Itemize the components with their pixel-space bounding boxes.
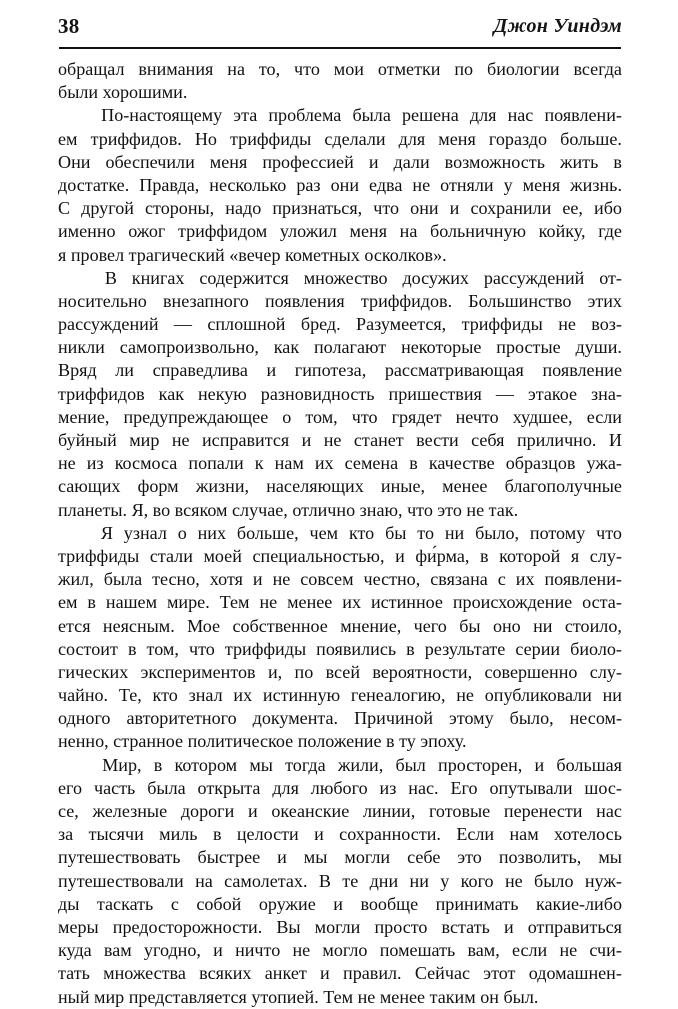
text-line: ется неясным. Мое собственное мнение, чего бы оно ни стоило, bbox=[58, 615, 622, 636]
text-line: планеты. Я, во всяком случае, отлично знаю, что это не так. bbox=[58, 499, 519, 520]
body-text-block bbox=[58, 58, 622, 1009]
text-line: достатке. Правда, несколько раз они едва не отняли у меня жизнь. bbox=[58, 174, 622, 195]
paragraph bbox=[58, 267, 622, 522]
text-line: се, железные дороги и океанские линии, готовые перенести нас bbox=[58, 801, 622, 821]
paragraph bbox=[58, 58, 622, 104]
text-line: По-настоящему эта проблема была решена для нас появлени- bbox=[101, 105, 622, 126]
text-line: сающих форм жизни, населяющих иные, менее благополучные bbox=[58, 476, 622, 497]
text-line: куда вам угодно, и ничто не могло помешать вам, если не счи- bbox=[58, 940, 622, 961]
text-line: буйный мир не исправится и не станет вести себя прилично. И bbox=[58, 430, 622, 450]
header-divider-rule bbox=[59, 47, 621, 49]
text-line: ем триффидов. Но триффиды сделали для меня гораздо больше. bbox=[58, 128, 622, 149]
text-line: гических экспериментов и, по всей вероятности, совершенно слу- bbox=[58, 661, 622, 682]
text-line: С другой стороны, надо признаться, что они и сохранили ее, ибо bbox=[58, 198, 622, 219]
text-line: его часть была открыта для любого из нас. Его опутывали шос- bbox=[58, 777, 622, 798]
text-line: путешествовали на самолетах. В те дни ни у кого не было нуж- bbox=[58, 870, 622, 891]
text-line: меры предосторожности. Вы могли просто встать и отправиться bbox=[58, 916, 622, 937]
text-line: одного авторитетного документа. Причиной этому было, несом- bbox=[58, 708, 622, 729]
text-line: триффидов как некую разновидность пришествия — этакое зна- bbox=[58, 383, 622, 404]
text-line: тать множества всяких анкет и правил. Сейчас этот одомашнен- bbox=[58, 963, 622, 984]
text-line: триффиды стали моей специальностью, и фи́рма, в которой я слу- bbox=[58, 545, 622, 566]
text-line: мение, предупреждающее о том, что грядет нечто худшее, если bbox=[58, 406, 622, 427]
text-line: никли самопроизвольно, как полагают некоторые простые души. bbox=[58, 337, 622, 358]
running-head-author: Джон Уиндэм bbox=[493, 15, 622, 37]
text-line: не из космоса попали к нам их семена в качестве образцов ужа- bbox=[58, 453, 622, 474]
text-line: именно ожог триффидом уложил меня на больничную койку, где bbox=[58, 221, 622, 242]
text-line: путешествовать быстрее и мы могли себе это позволить, мы bbox=[58, 847, 622, 868]
text-line: Они обеспечили меня профессией и дали возможность жить в bbox=[58, 151, 622, 172]
page-number: 38 bbox=[58, 14, 80, 38]
text-line: Я узнал о них больше, чем кто бы то ни было, потому что bbox=[100, 522, 622, 543]
text-line: В книгах содержится множество досужих рассуждений от- bbox=[104, 267, 622, 288]
text-line: жил, была тесно, хотя и не совсем честно, связана с их появлени- bbox=[58, 569, 622, 590]
text-line: рассуждений — сплошной бред. Разумеется, триффиды не воз- bbox=[58, 314, 622, 335]
text-line: ненно, странное политическое положение в ту эпоху. bbox=[58, 731, 467, 752]
text-line: за тысячи миль в целости и сохранности. Если нам хотелось bbox=[58, 824, 622, 845]
text-line: ный мир представляется утопией. Тем не менее таким он был. bbox=[58, 986, 539, 1007]
text-line: состоит в том, что триффиды появились в результате серии биоло- bbox=[58, 638, 622, 659]
text-line: носительно внезапного появления триффидов. Большинство этих bbox=[58, 290, 622, 311]
running-head bbox=[58, 14, 622, 50]
text-line: обращал внимания на то, что мои отметки по биологии всегда bbox=[58, 59, 622, 79]
text-line: ды таскать с собой оружие и вообще принимать какие-либо bbox=[58, 893, 622, 914]
text-line: Вряд ли справедлива и гипотеза, рассматривающая появление bbox=[58, 360, 622, 381]
paragraph bbox=[58, 754, 622, 1009]
text-line: чайно. Те, кто знал их истинную генеалогию, не опубликовали ни bbox=[58, 685, 622, 706]
text-line: Мир, в котором мы тогда жили, был просторен, и большая bbox=[102, 754, 622, 775]
paragraph bbox=[58, 104, 622, 266]
text-line: ем в нашем мире. Тем не менее их истинное происхождение оста- bbox=[58, 592, 622, 613]
text-line: были хорошими. bbox=[58, 82, 188, 103]
text-line: я провел трагический «вечер кометных осколков». bbox=[58, 244, 447, 265]
paragraph bbox=[58, 522, 622, 754]
